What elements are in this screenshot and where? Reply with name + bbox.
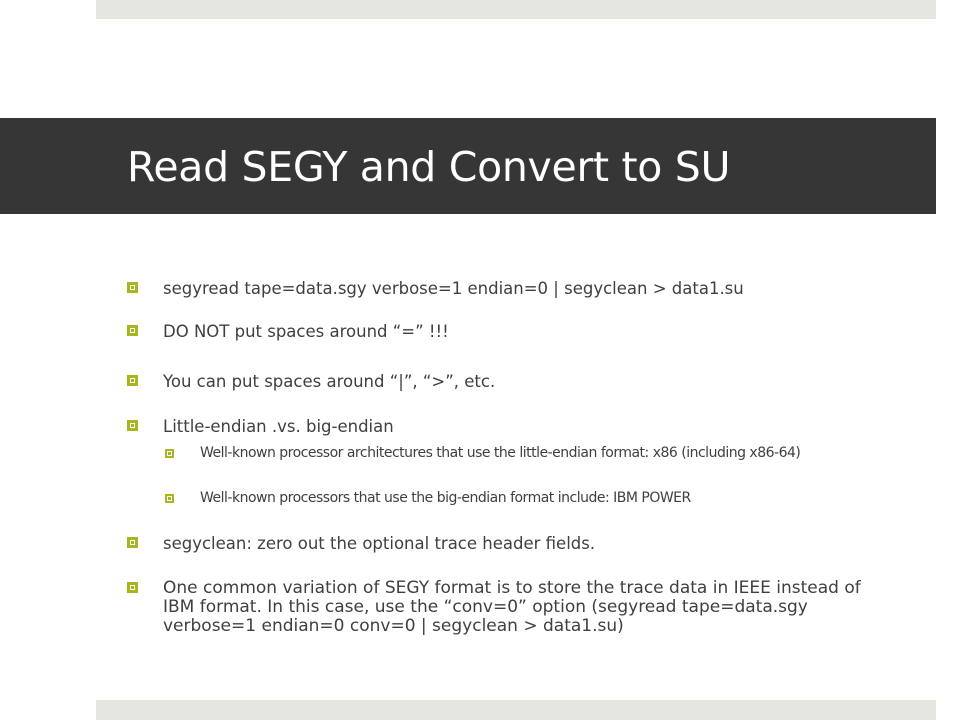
slide-title: Read SEGY and Convert to SU — [127, 143, 731, 191]
square-bullet-icon — [127, 420, 138, 431]
square-bullet-icon — [127, 282, 138, 293]
square-bullet-icon — [165, 449, 174, 458]
bottom-accent-bar — [96, 700, 936, 720]
bullet-text: DO NOT put spaces around “=” !!! — [163, 322, 449, 341]
top-accent-bar — [96, 0, 936, 19]
square-bullet-icon — [165, 494, 174, 503]
bullet-text: One common variation of SEGY format is to store the trace data in IEEE instead of IBM format. In this case, use the “conv=0” option (segyread tape=data.sgy verbose=1 endian=0 conv=0 | segyclean > data1.su) — [163, 578, 861, 636]
sub-bullet-text: Well-known processor architectures that use the little-endian format: x86 (including x86-64) — [200, 445, 801, 461]
square-bullet-icon — [127, 582, 138, 593]
square-bullet-icon — [127, 375, 138, 386]
square-bullet-icon — [127, 537, 138, 548]
square-bullet-icon — [127, 325, 138, 336]
sub-bullet-text: Well-known processors that use the big-endian format include: IBM POWER — [200, 490, 691, 506]
bullet-text: segyread tape=data.sgy verbose=1 endian=0 | segyclean > data1.su — [163, 279, 744, 298]
bullet-text: segyclean: zero out the optional trace header fields. — [163, 534, 596, 553]
bullet-text: Little-endian .vs. big-endian — [163, 417, 394, 436]
bullet-text: You can put spaces around “|”, “>”, etc. — [163, 372, 496, 391]
